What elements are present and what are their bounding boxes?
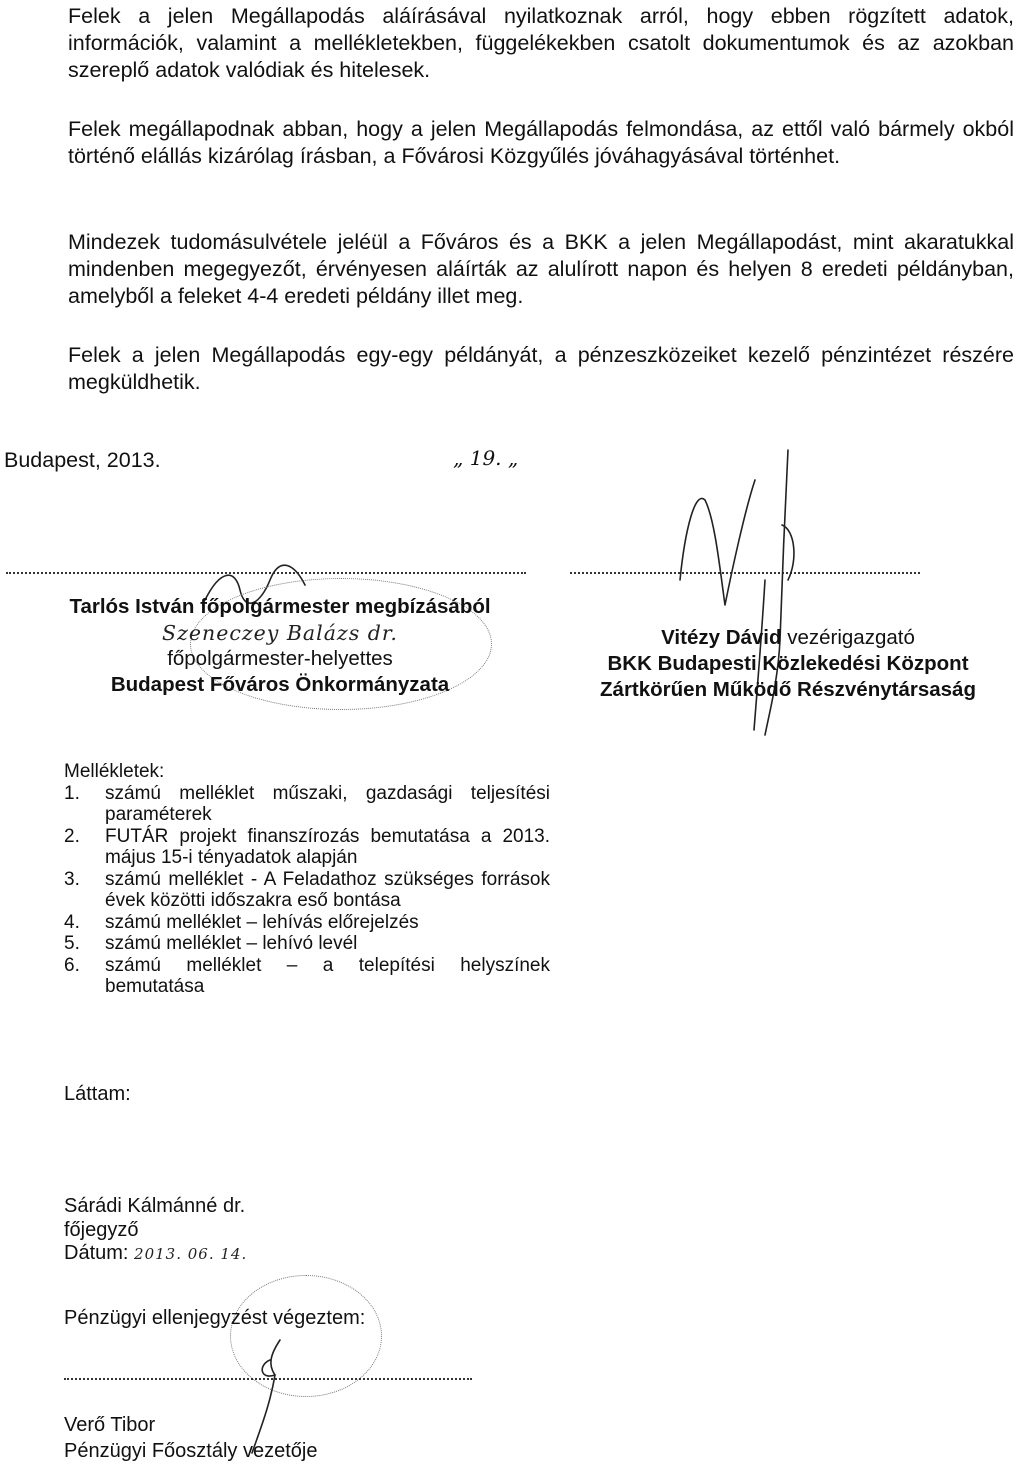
annex-text: számú melléklet műszaki, gazdasági teljesítési paraméterek [105,782,550,825]
paragraph-declaration: Felek a jelen Megállapodás aláírásával nyilatkoznak arról, hogy ebben rögzített adatok, információk, valamint a mellékletekben, függelékekben csatolt dokumentumok és az azokban szereplő adatok valódiak és hitelesek. [68,4,1014,82]
place-date: Budapest, 2013. [4,448,161,472]
paragraph-copies: Felek a jelen Megállapodás egy-egy példányát, a pénzeszközeiket kezelő pénzintézet részére megküldhetik. [68,343,1014,394]
annex-item [64,783,550,826]
annex-number: 3. [64,868,80,890]
approval-title: főjegyző [64,1218,139,1241]
annex-text: számú melléklet – a telepítési helyszínek bemutatása [105,954,550,997]
approval-date-line [64,1242,247,1267]
signatory-left-name: Tarlós István főpolgármester megbízásából [69,595,491,618]
annex-item [64,912,550,934]
annex-text: számú melléklet – lehívó levél [105,933,358,954]
signatory-right [555,625,1021,703]
signatory-right-title: vezérigazgató [781,626,915,649]
approval-label: Láttam: [64,1083,131,1105]
signatory-right-organization-1: BKK Budapesti Közlekedési Központ [607,652,969,675]
signatory-right-name: Vitézy Dávid [661,626,782,649]
approval-name: Sárádi Kálmánné dr. [64,1195,246,1217]
annex-text: számú melléklet - A Feladathoz szükséges források évek közötti időszakra eső bontása [105,868,550,911]
paragraph-termination: Felek megállapodnak abban, hogy a jelen Megállapodás felmondása, az ettől való bármely okból történő elállás kizárólag írásban, a Fővárosi Közgyűlés jóváhagyásával történhet. [68,117,1014,168]
annex-item [64,869,550,912]
finance-title: Pénzügyi Főosztály vezetője [64,1440,318,1462]
annex-text: FUTÁR projekt finanszírozás bemutatása a 2013. május 15-i tényadatok alapján [105,825,550,868]
signatory-left-handwritten: Szeneczey Balázs dr. [162,621,398,645]
annex-heading: Mellékletek: [64,761,165,782]
finance-signatory [64,1412,317,1464]
annex-number: 6. [64,954,80,976]
annex-number: 4. [64,911,80,933]
annex-number: 1. [64,782,80,804]
approval-date-value: 2013. 06. 14. [134,1245,248,1263]
annex-item [64,955,550,998]
signatory-right-name-line [555,625,1021,651]
annex-list [64,761,550,998]
signature-line-bottom [64,1378,472,1380]
annex-item [64,933,550,955]
signatory-right-organization-2: Zártkörűen Működő Részvénytársaság [600,678,976,701]
finance-label: Pénzügyi ellenjegyzést végeztem: [64,1307,366,1329]
annex-item [64,826,550,869]
handwritten-day: „ 19. „ [453,446,519,470]
paragraph-signing: Mindezek tudomásulvétele jeléül a Főváros és a BKK a jelen Megállapodást, mint akaratukkal mindenben megegyezőt, érvényesen aláírták az alulírott napon és helyen 8 eredeti példányban, amelyből a feleket 4-4 eredeti példány illet meg. [68,230,1014,308]
signatory-left [10,594,550,698]
approval-block [64,1195,247,1267]
annex-text: számú melléklet – lehívás előrejelzés [105,911,419,933]
signatory-left-organization: Budapest Főváros Önkormányzata [110,673,450,696]
signatory-left-title: főpolgármester-helyettes [167,647,393,670]
finance-name: Verő Tibor [64,1414,156,1436]
annex-number: 5. [64,933,80,954]
annex-number: 2. [64,825,80,847]
approval-date-label: Dátum: [64,1242,135,1264]
